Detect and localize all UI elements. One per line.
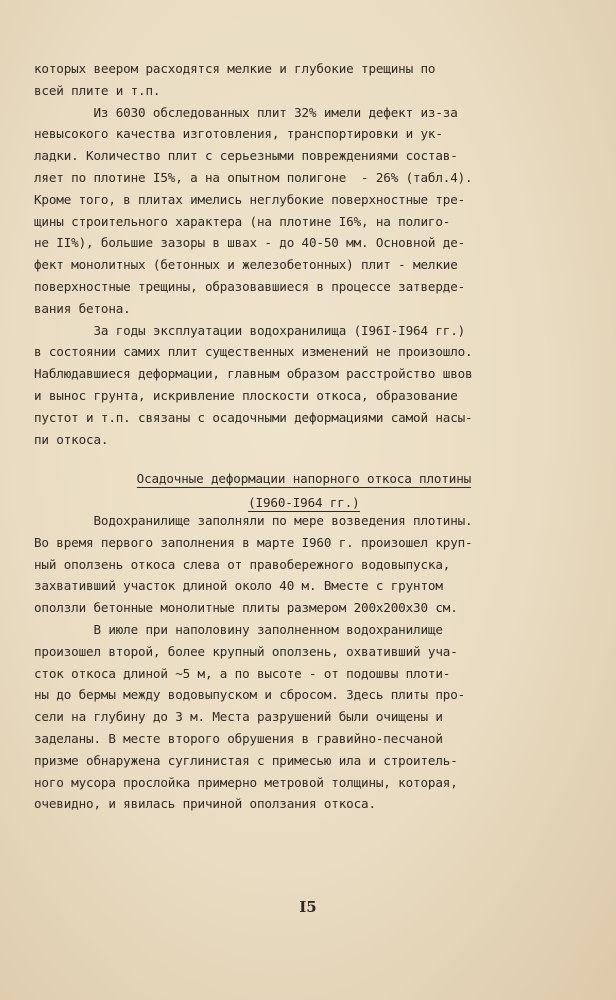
text-line: щины строительного характера (на плотине I6%, на полиго-	[34, 213, 451, 229]
text-line: Кроме того, в плитах имелись неглубокие поверхностные тре-	[34, 191, 466, 207]
text-line: не II%), большие зазоры в швах - до 40-50 мм. Основной де-	[34, 235, 466, 251]
text-line: Водохранилище заполняли по мере возведения плотины.	[34, 513, 473, 528]
text-line: очевидно, и явилась причиной оползания откоса.	[34, 796, 376, 812]
section-heading-line-1: Осадочные деформации напорного откоса плотины	[136, 471, 472, 486]
text-line: сток откоса длиной ~5 м, а по высоте - от подошвы плоти-	[34, 665, 451, 681]
text-line: захвативший участок длиной около 40 м. Вместе с грунтом	[34, 578, 443, 594]
section-heading-line-2: (I960-I964 гг.)	[248, 495, 360, 510]
text-line: фект монолитных (бетонных и железобетонных) плит - мелкие	[34, 257, 458, 273]
text-line: произошел второй, более крупный оползень, охвативший уча-	[34, 643, 458, 659]
body-text-section-1	[34, 58, 544, 450]
text-line: Из 6030 обследованных плит 32% имели дефект из-за	[34, 104, 458, 120]
text-line: которых веером расходятся мелкие и глубокие трещины по	[34, 61, 436, 76]
text-line: сели на глубину до 3 м. Места разрушений были очищены и	[34, 709, 443, 725]
text-line: ны до бермы между водовыпуском и сбросом. Здесь плиты про-	[34, 687, 466, 703]
text-line: пи откоса.	[34, 431, 109, 447]
text-line: призме обнаружена суглинистая с примесью ила и строитель-	[34, 752, 458, 768]
text-line: и вынос грунта, искривление плоскости откоса, образование	[34, 387, 458, 403]
text-line: ладки. Количество плит с серьезными повреждениями состав-	[34, 148, 458, 164]
text-line: пустот и т.п. связаны с осадочными деформациями самой насы-	[34, 409, 473, 425]
body-text-section-2	[34, 510, 544, 815]
text-line: Во время первого заполнения в марте I960 г. произошел круп-	[34, 534, 473, 550]
text-line: ного мусора прослойка примерно метровой толщины, которая,	[34, 774, 458, 790]
text-line: В июле при наполовину заполненном водохранилище	[34, 621, 443, 637]
text-line: За годы эксплуатации водохранилища (I96I-I964 гг.)	[34, 322, 466, 338]
text-line: ный оползень откоса слева от правобережного водовыпуска,	[34, 556, 451, 572]
text-line: вания бетона.	[34, 300, 131, 316]
text-line: в состоянии самих плит существенных изменений не произошло.	[34, 344, 473, 360]
text-line: невысокого качества изготовления, транспортировки и ук-	[34, 126, 443, 142]
text-line: всей плите и т.п.	[34, 82, 161, 98]
text-line: оползли бетонные монолитные плиты размером 200х200х30 см.	[34, 600, 458, 616]
text-line: поверхностные трещины, образовавшиеся в процессе затверде-	[34, 278, 466, 294]
text-line: заделаны. В месте второго обрушения в гравийно-песчаной	[34, 730, 443, 746]
page-number: I5	[299, 898, 317, 916]
text-line: Наблюдавшиеся деформации, главным образом расстройство швов	[34, 366, 473, 382]
text-line: ляет по плотине I5%, а на опытном полигоне - 26% (табл.4).	[34, 169, 473, 185]
